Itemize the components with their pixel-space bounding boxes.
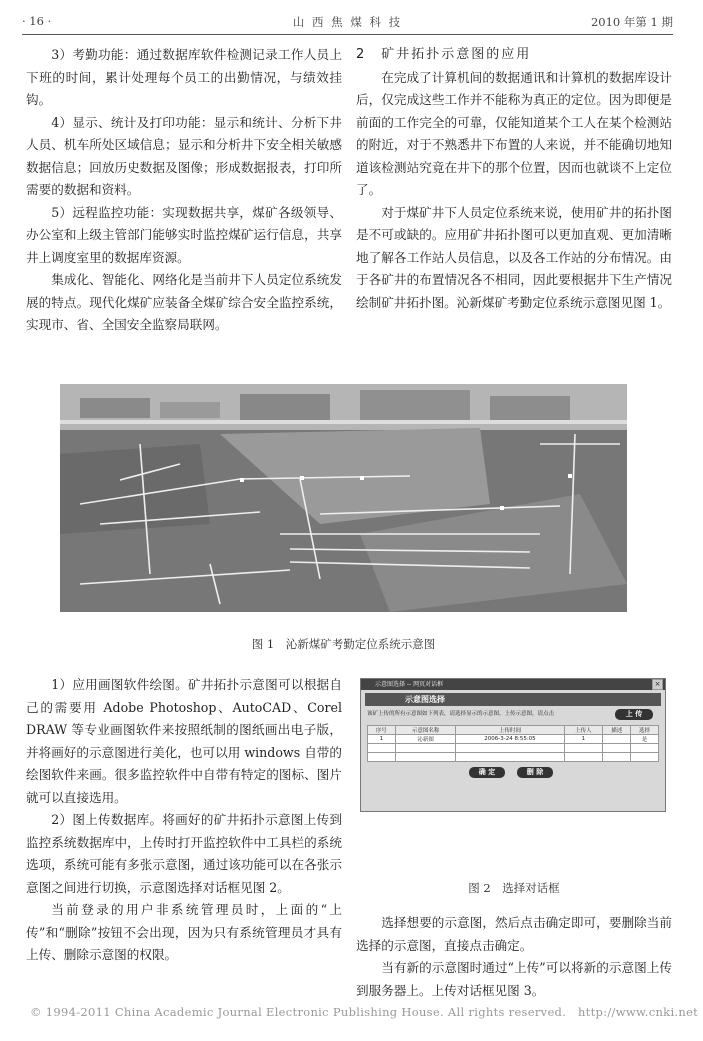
column-header: 描述 [603, 726, 631, 735]
page-number: · 16 · [22, 14, 52, 28]
select-dialog-figure [360, 678, 666, 812]
paragraph: 1）应用画图软件绘图。矿井拓扑示意图可以根据自己的需要用 Adobe Photoshop、AutoCAD、Corel DRAW 等专业画图软件来按照纸制的图纸画出电子版，并将画好的示意图进行美化，也可以用 windows 自带的绘图软件来画。很多监控软件中自带有特定的图标、图片就可以直接选用。 [26, 677, 342, 805]
header-rule [22, 34, 673, 35]
delete-button[interactable]: 删 除 [517, 767, 553, 778]
dialog-banner: 示意图选择 [365, 693, 661, 706]
section-heading: 2 矿井拓扑示意图的应用 [356, 47, 532, 62]
paragraph: 选择想要的示意图，然后点击确定即可，要删除当前选择的示意图，直接点击确定。 [356, 915, 672, 953]
column-header: 上传时间 [456, 726, 564, 735]
paragraph: 在完成了计算机间的数据通讯和计算机的数据库设计后，仅完成这些工作并不能称为真正的定位。因为即便是前面的工作完全的可靠，仅能知道某个工人在某个检测站的附近，对于不熟悉井下布置的人来说，并不能确切地知道该检测站究竟在井下的那个位置，因而也就谈不上定位了。 [356, 69, 672, 197]
dialog-titlebar [361, 679, 665, 690]
cell: 1 [564, 735, 603, 744]
figure2-caption: 图 2 选择对话框 [468, 881, 560, 895]
journal-name: 山 西 焦 煤 科 技 [292, 15, 403, 29]
paragraph: 当前登录的用户非系统管理员时，上面的“上传”和“删除”按钮不会出现，因为只有系统管理员才具有上传、删除示意图的权限。 [26, 902, 342, 962]
running-header [22, 14, 673, 34]
cell: 沁新图 [395, 735, 456, 744]
paragraph: 当有新的示意图时通过“上传”可以将新的示意图上传到服务器上。上传对话框见图 3。 [356, 960, 672, 998]
table-row[interactable] [368, 735, 659, 744]
table-header-row [368, 726, 659, 735]
figure1-caption: 图 1 沁新煤矿考勤定位系统示意图 [251, 637, 436, 651]
cell: 1 [368, 735, 396, 744]
dialog-instruction: 该矿上传的所有示意图如下列表，请选择显示的示意图。上传示意图，请点击 [367, 711, 555, 717]
ok-button[interactable]: 确 定 [469, 767, 505, 778]
paragraph: 3）考勤功能：通过数据库软件检测记录工作人员上下班的时间，累计处理每个员工的出勤情况，与绩效挂钩。 [26, 47, 342, 107]
left-column [26, 44, 342, 337]
paragraph: 集成化、智能化、网络化是当前井下人员定位系统发展的特点。现代化煤矿应装备全煤矿综合安全监控系统，实现市、省、全国安全监察局联网。 [26, 272, 342, 332]
column-header: 选择 [631, 726, 659, 735]
issue-label: 2010 年第 1 期 [590, 15, 673, 29]
column-header: 示意图名称 [395, 726, 456, 735]
table-row [368, 753, 659, 762]
table-row [368, 744, 659, 753]
diagram-table [367, 725, 659, 762]
column-header: 序号 [368, 726, 396, 735]
paragraph: 2）图上传数据库。将画好的矿井拓扑示意图上传到监控系统数据库中，上传时打开监控软件中工具栏的系统选项，系统可能有多张示意图，通过该功能可以在各张示意图之间进行切换，示意图选择对话框见图 2。 [26, 812, 342, 895]
paragraph: 4）显示、统计及打印功能：显示和统计、分析下井人员、机车所处区域信息；显示和分析井下安全相关敏感数据信息；回放历史数据及图像；形成数据报表，打印所需要的数据和资料。 [26, 114, 342, 197]
dialog-title: 示意图选择 -- 网页对话框 [375, 681, 444, 688]
lower-left-column [26, 674, 342, 967]
right-column [356, 44, 672, 314]
upload-button[interactable]: 上 传 [615, 709, 653, 720]
cell: 是 [631, 735, 659, 744]
cell: 2006-3-24 8:55:05 [456, 735, 564, 744]
mine-topology-figure [60, 384, 627, 612]
cell [603, 735, 631, 744]
paragraph: 对于煤矿井下人员定位系统来说，使用矿井的拓扑图是不可或缺的。应用矿井拓扑图可以更加直观、更加清晰地了解各工作站人员信息，以及各工作站的分布情况。由于各矿井的布置情况各不相同，因此要根据井下生产情况绘制矿井拓扑图。沁新煤矿考勤定位系统示意图见图 1。 [356, 204, 672, 310]
lower-right-column [356, 912, 672, 1002]
close-icon[interactable]: × [652, 679, 663, 690]
copyright-footer: © 1994-2011 China Academic Journal Electronic Publishing House. All rights reserved. http://www.cnki.net [30, 1005, 699, 1019]
paragraph: 5）远程监控功能：实现数据共享，煤矿各级领导、办公室和上级主管部门能够实时监控煤矿运行信息，共享井上调度室里的数据库资源。 [26, 204, 342, 265]
column-header: 上传人 [564, 726, 603, 735]
